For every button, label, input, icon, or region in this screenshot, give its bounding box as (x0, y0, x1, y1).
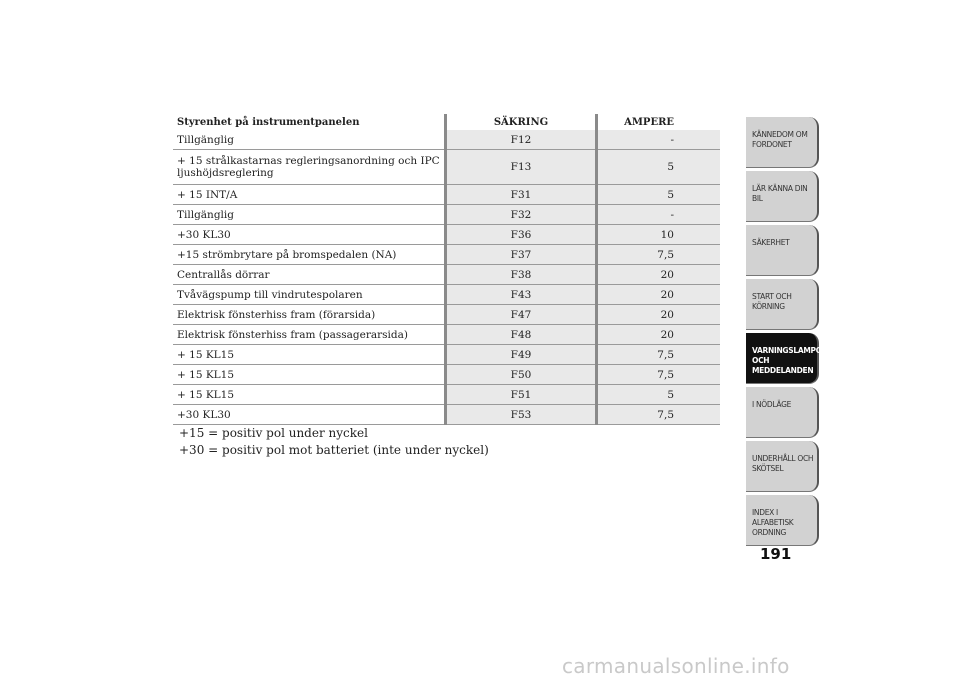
note-plus30: +30 = positiv pol mot batteriet (inte under nyckel) (179, 443, 489, 457)
table-row (173, 185, 720, 205)
cell-ampere: 7,5 (597, 405, 721, 425)
cell-fuse: F49 (446, 345, 597, 365)
table-row (173, 365, 720, 385)
cell-ampere: - (597, 205, 721, 225)
tab-varningslampor-och-meddelanden[interactable]: VARNINGSLAMPOR OCH MEDDELANDEN (746, 333, 819, 384)
tab-i-nodlage[interactable]: I NÖDLÄGE (746, 387, 819, 438)
cell-description: +15 strömbrytare på bromspedalen (NA) (173, 245, 446, 265)
cell-ampere: 5 (597, 385, 721, 405)
cell-description: + 15 strålkastarnas regleringsanordning och IPC ljushöjdsreglering (173, 150, 446, 185)
tab-kannedom-om-fordonet[interactable]: KÄNNEDOM OM FORDONET (746, 117, 819, 168)
column-header-control-unit: Styrenhet på instrumentpanelen (177, 116, 360, 128)
table-row (173, 385, 720, 405)
cell-description: Centrallås dörrar (173, 265, 446, 285)
tab-start-och-korning[interactable]: START OCH KÖRNING (746, 279, 819, 330)
cell-ampere: 5 (597, 185, 721, 205)
column-header-fuse: SÄKRING (446, 114, 597, 130)
cell-fuse: F13 (446, 150, 597, 185)
cell-description: +30 KL30 (173, 225, 446, 245)
cell-description: Elektrisk fönsterhiss fram (passagerarsida) (173, 325, 446, 345)
note-plus15: +15 = positiv pol under nyckel (179, 426, 368, 440)
table-row (173, 205, 720, 225)
tab-index-i-alfabetisk-ordning[interactable]: INDEX I ALFABETISK ORDNING (746, 495, 819, 546)
fuse-table (173, 114, 720, 425)
cell-description: Elektrisk fönsterhiss fram (förarsida) (173, 305, 446, 325)
cell-description: Tillgänglig (173, 205, 446, 225)
watermark: carmanualsonline.info (562, 654, 790, 678)
cell-fuse: F38 (446, 265, 597, 285)
table-row (173, 325, 720, 345)
table-row (173, 265, 720, 285)
cell-fuse: F12 (446, 130, 597, 150)
cell-description: Tvåvägspump till vindrutespolaren (173, 285, 446, 305)
cell-ampere: 7,5 (597, 365, 721, 385)
cell-ampere: - (597, 130, 721, 150)
cell-description: + 15 KL15 (173, 385, 446, 405)
cell-ampere: 7,5 (597, 245, 721, 265)
cell-fuse: F43 (446, 285, 597, 305)
cell-description: Tillgänglig (173, 130, 446, 150)
tab-sakerhet[interactable]: SÄKERHET (746, 225, 819, 276)
table-row (173, 150, 720, 185)
table-row (173, 245, 720, 265)
cell-fuse: F48 (446, 325, 597, 345)
cell-fuse: F36 (446, 225, 597, 245)
cell-description: +30 KL30 (173, 405, 446, 425)
cell-fuse: F32 (446, 205, 597, 225)
table-header-row (173, 114, 720, 130)
table-row (173, 225, 720, 245)
table-row (173, 285, 720, 305)
page-number: 191 (760, 545, 792, 563)
cell-description: + 15 KL15 (173, 345, 446, 365)
cell-ampere: 20 (597, 325, 721, 345)
chapter-tabs (746, 117, 828, 549)
cell-fuse: F51 (446, 385, 597, 405)
cell-ampere: 20 (597, 265, 721, 285)
cell-fuse: F31 (446, 185, 597, 205)
cell-fuse: F50 (446, 365, 597, 385)
cell-fuse: F37 (446, 245, 597, 265)
table-row (173, 345, 720, 365)
table-row (173, 305, 720, 325)
table-row (173, 130, 720, 150)
cell-ampere: 20 (597, 285, 721, 305)
cell-fuse: F47 (446, 305, 597, 325)
cell-fuse: F53 (446, 405, 597, 425)
cell-ampere: 7,5 (597, 345, 721, 365)
table-row (173, 405, 720, 425)
tab-underhall-och-skotsel[interactable]: UNDERHÅLL OCH SKÖTSEL (746, 441, 819, 492)
footnotes (179, 425, 489, 459)
cell-description: + 15 KL15 (173, 365, 446, 385)
column-header-ampere: AMPERE (624, 116, 674, 128)
cell-ampere: 10 (597, 225, 721, 245)
tab-lar-kanna-din-bil[interactable]: LÄR KÄNNA DIN BIL (746, 171, 819, 222)
cell-ampere: 5 (597, 150, 721, 185)
cell-ampere: 20 (597, 305, 721, 325)
cell-description: + 15 INT/A (173, 185, 446, 205)
